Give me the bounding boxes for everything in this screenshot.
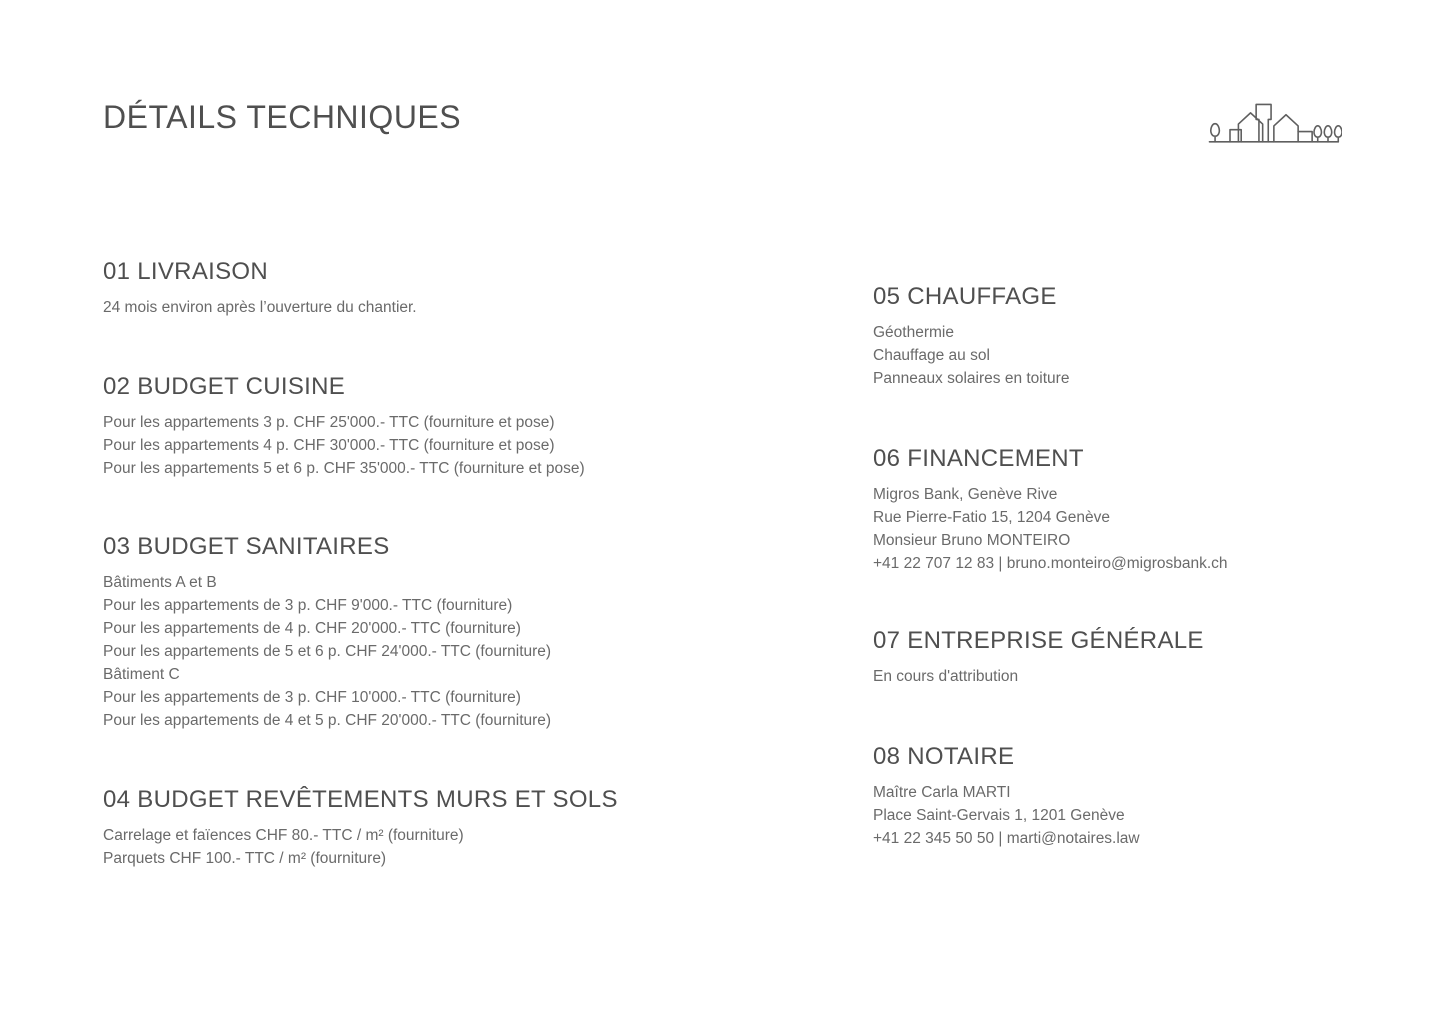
- text-line: Migros Bank, Genève Rive: [873, 486, 1058, 503]
- text-line: Pour les appartements de 4 et 5 p. CHF 20'000.- TTC (fourniture): [103, 712, 552, 729]
- text-line: Pour les appartements de 5 et 6 p. CHF 24'000.- TTC (fourniture): [103, 643, 552, 660]
- text-line: Panneaux solaires en toiture: [873, 370, 1070, 387]
- text-line: Bâtiment C: [103, 666, 180, 683]
- logo-low-building: [1230, 130, 1241, 142]
- logo-tree-right-3: [1335, 126, 1342, 142]
- text-line: Bâtiments A et B: [103, 574, 217, 591]
- budget-revetements-heading: 04 BUDGET REVÊTEMENTS MURS ET SOLS: [103, 786, 618, 813]
- text-line: Pour les appartements de 3 p. CHF 10'000.- TTC (fourniture): [103, 689, 521, 706]
- text-line: Place Saint-Gervais 1, 1201 Genève: [873, 807, 1125, 824]
- text-line: Chauffage au sol: [873, 347, 990, 364]
- section-budget-revetements: [103, 786, 763, 870]
- chauffage-heading: 05 CHAUFFAGE: [873, 283, 1057, 310]
- section-notaire: [873, 743, 1440, 850]
- budget-sanitaires-heading: 03 BUDGET SANITAIRES: [103, 533, 390, 560]
- text-line: Pour les appartements 4 p. CHF 30'000.- TTC (fourniture et pose): [103, 437, 555, 454]
- text-line: Monsieur Bruno MONTEIRO: [873, 532, 1071, 549]
- livraison-heading: 01 LIVRAISON: [103, 258, 269, 285]
- text-line: 24 mois environ après l’ouverture du chantier.: [103, 299, 417, 316]
- text-line: Maître Carla MARTI: [873, 784, 1011, 801]
- section-livraison: [103, 258, 763, 319]
- text-line: Parquets CHF 100.- TTC / m² (fourniture): [103, 850, 387, 867]
- text-line: En cours d'attribution: [873, 668, 1019, 685]
- logo-tree-right-1: [1314, 126, 1321, 142]
- text-line: +41 22 707 12 83 | bruno.monteiro@migrosbank.ch: [873, 555, 1228, 572]
- section-chauffage: [873, 283, 1440, 390]
- text-line: Pour les appartements 5 et 6 p. CHF 35'000.- TTC (fourniture et pose): [103, 460, 585, 477]
- text-line: Carrelage et faïences CHF 80.- TTC / m² (fourniture): [103, 827, 464, 844]
- logo-tree-left: [1211, 124, 1220, 142]
- text-line: Pour les appartements de 3 p. CHF 9'000.- TTC (fourniture): [103, 597, 513, 614]
- text-line: +41 22 345 50 50 | marti@notaires.law: [873, 830, 1140, 847]
- section-budget-cuisine: [103, 373, 763, 480]
- text-line: Géothermie: [873, 324, 954, 341]
- text-line: Pour les appartements 3 p. CHF 25'000.- TTC (fourniture et pose): [103, 414, 555, 431]
- page-title: DÉTAILS TECHNIQUES: [103, 99, 462, 135]
- skyline-logo-icon: [1202, 96, 1342, 154]
- logo-tower: [1256, 104, 1271, 141]
- text-line: Pour les appartements de 4 p. CHF 20'000.- TTC (fourniture): [103, 620, 521, 637]
- entreprise-generale-heading: 07 ENTREPRISE GÉNÉRALE: [873, 627, 1204, 654]
- section-entreprise-generale: [873, 627, 1440, 688]
- budget-cuisine-heading: 02 BUDGET CUISINE: [103, 373, 346, 400]
- logo-annex: [1298, 132, 1312, 142]
- logo-tree-right-2: [1324, 126, 1331, 142]
- section-budget-sanitaires: [103, 533, 763, 732]
- section-financement: [873, 445, 1440, 575]
- text-line: Rue Pierre-Fatio 15, 1204 Genève: [873, 509, 1110, 526]
- financement-heading: 06 FINANCEMENT: [873, 445, 1084, 472]
- logo-house-2: [1274, 115, 1298, 142]
- notaire-heading: 08 NOTAIRE: [873, 743, 1015, 770]
